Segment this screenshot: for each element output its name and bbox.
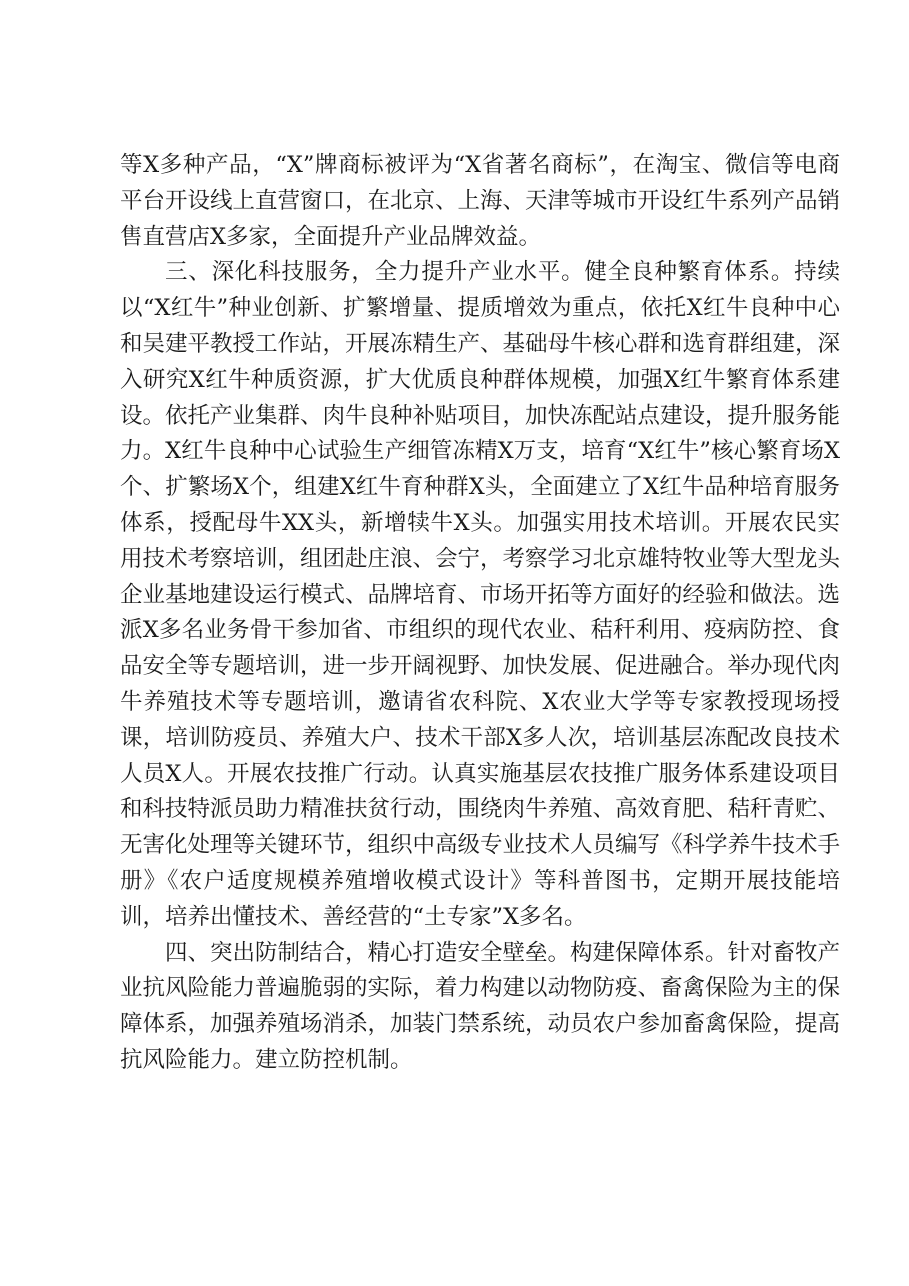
paragraph-section-three: 三、深化科技服务，全力提升产业水平。健全良种繁育体系。持续以“X红牛”种业创新、扩繁增量、提质增效为重点，依托X红牛良种中心和吴建平教授工作站，开展冻精生产、基础母牛核心群和选育群组建，深入研究X红牛种质资源，扩大优质良种群体规模，加强X红牛繁育体系建设。依托产业集群、肉牛良种补贴项目，加快冻配站点建设，提升服务能力。X红牛良种中心试验生产细管冻精X万支，培育“X红牛”核心繁育场X个、扩繁场X个，组建X红牛育种群X头，全面建立了X红牛品种培育服务体系，授配母牛XX头，新增犊牛X头。加强实用技术培训。开展农民实用技术考察培训，组团赴庄浪、会宁，考察学习北京雄特牧业等大型龙头企业基地建设运行模式、品牌培育、市场开拓等方面好的经验和做法。选派X多名业务骨干参加省、市组织的现代农业、秸秆利用、疫病防控、食品安全等专题培训，进一步开阔视野、加快发展、促进融合。举办现代肉牛养殖技术等专题培训，邀请省农科院、X农业大学等专家教授现场授课，培训防疫员、养殖大户、技术干部X多人次，培训基层冻配改良技术人员X人。开展农技推广行动。认真实施基层农技推广服务体系建设项目和科技特派员助力精准扶贫行动，围绕肉牛养殖、高效育肥、秸秆青贮、无害化处理等关键环节，组织中高级专业技术人员编写《科学养牛技术手册》《农户适度规模养殖增收模式设计》等科普图书，定期开展技能培训，培养出懂技术、善经营的“土专家”X多名。 [120,259,841,930]
document-body [120,148,840,1079]
paragraph-section-four: 四、突出防制结合，精心打造安全壁垒。构建保障体系。针对畜牧产业抗风险能力普遍脆弱的实际，着力构建以动物防疫、畜禽保险为主的保障体系，加强养殖场消杀，加装门禁系统，动员农户参加畜禽保险，提高抗风险能力。建立防控机制。 [120,939,841,1073]
paragraph-continuation: 等X多种产品，“X”牌商标被评为“X省著名商标”，在淘宝、微信等电商平台开设线上直营窗口，在北京、上海、天津等城市开设红牛系列产品销售直营店X多家，全面提升产业品牌效益。 [120,152,841,250]
